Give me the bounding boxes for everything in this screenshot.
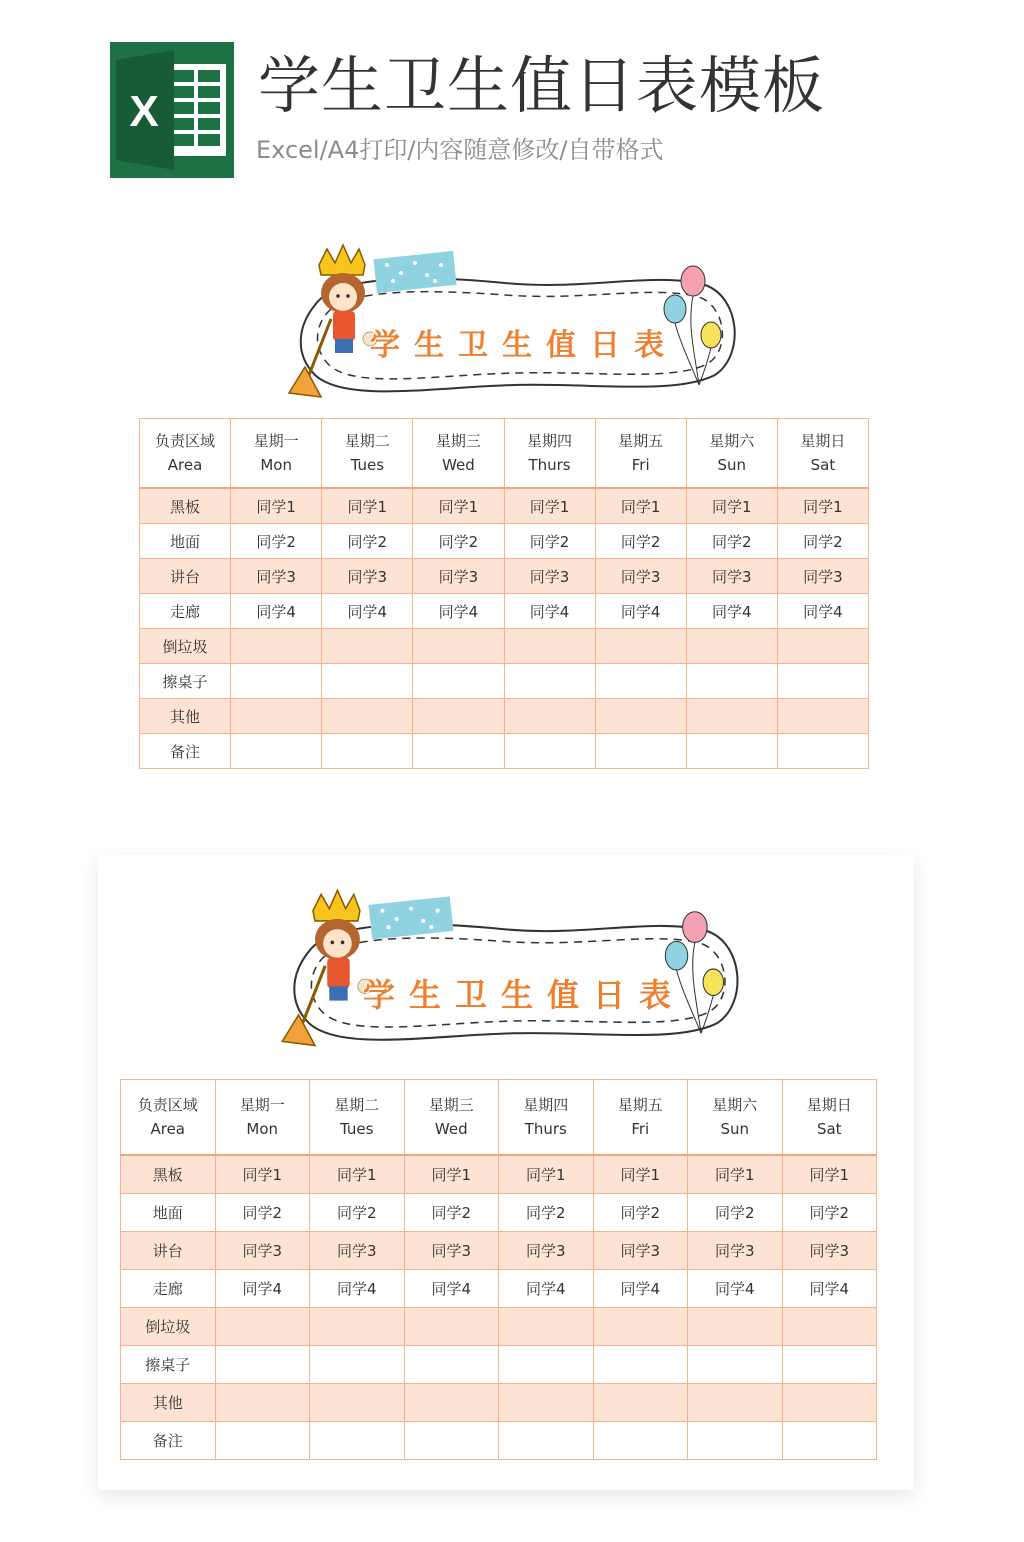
column-header: 星期二 Tues	[322, 419, 413, 489]
area-cell: 倒垃圾	[140, 629, 231, 664]
duty-cell	[688, 1384, 783, 1422]
area-cell: 讲台	[140, 559, 231, 594]
duty-cell	[499, 1308, 594, 1346]
duty-cell	[688, 1422, 783, 1460]
duty-cell	[504, 734, 595, 769]
table-row	[140, 488, 869, 524]
duty-cell	[404, 1346, 499, 1384]
duty-cell: 同学3	[215, 1232, 310, 1270]
duty-cell: 同学1	[404, 1155, 499, 1194]
area-cell: 走廊	[140, 594, 231, 629]
duty-cell	[593, 1346, 688, 1384]
duty-cell	[595, 699, 686, 734]
duty-cell: 同学4	[504, 594, 595, 629]
duty-cell: 同学1	[322, 488, 413, 524]
column-header: 星期五 Fri	[593, 1080, 688, 1156]
column-header: 星期一 Mon	[231, 419, 322, 489]
banner-title: 学生卫生值日表	[370, 328, 678, 363]
page-subtitle: Excel/A4打印/内容随意修改/自带格式	[256, 136, 664, 164]
duty-cell: 同学4	[593, 1270, 688, 1308]
duty-cell: 同学3	[595, 559, 686, 594]
duty-cell: 同学1	[593, 1155, 688, 1194]
duty-cell	[231, 734, 322, 769]
column-header: 星期一 Mon	[215, 1080, 310, 1156]
duty-cell: 同学1	[504, 488, 595, 524]
duty-cell: 同学3	[504, 559, 595, 594]
duty-table	[120, 1079, 877, 1460]
duty-cell	[215, 1308, 310, 1346]
duty-cell	[593, 1308, 688, 1346]
table-row	[121, 1232, 877, 1270]
table-row	[140, 699, 869, 734]
excel-logo-icon	[108, 40, 236, 180]
duty-cell	[310, 1422, 405, 1460]
duty-cell: 同学4	[404, 1270, 499, 1308]
column-header: 星期五 Fri	[595, 419, 686, 489]
column-header: 星期六 Sun	[688, 1080, 783, 1156]
crown-icon	[319, 245, 365, 275]
duty-cell	[686, 664, 777, 699]
duty-cell: 同学4	[231, 594, 322, 629]
duty-cell	[322, 629, 413, 664]
area-cell: 讲台	[121, 1232, 216, 1270]
duty-cell	[404, 1384, 499, 1422]
table-row	[121, 1155, 877, 1194]
table-row	[140, 559, 869, 594]
duty-cell: 同学1	[777, 488, 868, 524]
duty-cell: 同学3	[322, 559, 413, 594]
duty-cell	[322, 699, 413, 734]
duty-cell	[413, 734, 504, 769]
duty-cell: 同学3	[413, 559, 504, 594]
duty-cell: 同学4	[686, 594, 777, 629]
duty-cell	[413, 629, 504, 664]
duty-cell: 同学1	[595, 488, 686, 524]
area-cell: 地面	[140, 524, 231, 559]
duty-cell: 同学2	[777, 524, 868, 559]
duty-cell	[686, 734, 777, 769]
table-row	[121, 1194, 877, 1232]
duty-cell: 同学4	[688, 1270, 783, 1308]
duty-cell	[777, 629, 868, 664]
duty-cell	[595, 734, 686, 769]
duty-cell: 同学3	[777, 559, 868, 594]
duty-cell: 同学1	[688, 1155, 783, 1194]
table-body	[121, 1155, 877, 1460]
duty-cell: 同学3	[231, 559, 322, 594]
column-header: 星期二 Tues	[310, 1080, 405, 1156]
duty-cell	[499, 1384, 594, 1422]
duty-cell: 同学2	[688, 1194, 783, 1232]
duty-cell	[413, 699, 504, 734]
duty-cell: 同学2	[231, 524, 322, 559]
column-header: 星期六 Sun	[686, 419, 777, 489]
sheet-preview-2	[98, 855, 914, 1490]
duty-cell	[231, 664, 322, 699]
duty-cell: 同学3	[499, 1232, 594, 1270]
duty-cell: 同学1	[215, 1155, 310, 1194]
duty-cell	[413, 664, 504, 699]
duty-cell: 同学4	[322, 594, 413, 629]
column-header: 星期日 Sat	[777, 419, 868, 489]
table-row	[140, 664, 869, 699]
duty-cell	[782, 1422, 877, 1460]
svg-text:X: X	[129, 87, 159, 136]
area-cell: 走廊	[121, 1270, 216, 1308]
column-header: 星期四 Thurs	[499, 1080, 594, 1156]
duty-cell	[504, 664, 595, 699]
duty-cell: 同学2	[595, 524, 686, 559]
table-row	[140, 594, 869, 629]
duty-cell: 同学1	[499, 1155, 594, 1194]
duty-cell	[504, 629, 595, 664]
duty-cell: 同学1	[310, 1155, 405, 1194]
column-header: 负责区域 Area	[121, 1080, 216, 1156]
duty-cell: 同学4	[413, 594, 504, 629]
duty-cell	[499, 1422, 594, 1460]
duty-cell: 同学4	[499, 1270, 594, 1308]
duty-cell	[310, 1346, 405, 1384]
duty-cell: 同学4	[782, 1270, 877, 1308]
duty-cell	[593, 1422, 688, 1460]
duty-cell	[686, 629, 777, 664]
area-cell: 其他	[140, 699, 231, 734]
column-header: 星期日 Sat	[782, 1080, 877, 1156]
duty-cell	[322, 664, 413, 699]
area-cell: 黑板	[140, 488, 231, 524]
duty-cell	[686, 699, 777, 734]
area-cell: 地面	[121, 1194, 216, 1232]
table-row	[121, 1346, 877, 1384]
duty-cell	[322, 734, 413, 769]
duty-cell	[231, 629, 322, 664]
column-header: 负责区域 Area	[140, 419, 231, 489]
duty-cell	[595, 664, 686, 699]
duty-cell	[593, 1384, 688, 1422]
duty-cell	[782, 1308, 877, 1346]
duty-cell: 同学2	[322, 524, 413, 559]
duty-cell: 同学1	[686, 488, 777, 524]
page-title: 学生卫生值日表模板	[258, 49, 826, 122]
table-row	[121, 1270, 877, 1308]
duty-cell: 同学2	[413, 524, 504, 559]
duty-cell	[777, 664, 868, 699]
duty-cell	[595, 629, 686, 664]
duty-cell: 同学2	[215, 1194, 310, 1232]
column-header: 星期四 Thurs	[504, 419, 595, 489]
table-body	[140, 488, 869, 769]
duty-cell	[782, 1346, 877, 1384]
area-cell: 擦桌子	[121, 1346, 216, 1384]
duty-cell	[499, 1346, 594, 1384]
duty-cell: 同学3	[686, 559, 777, 594]
area-cell: 其他	[121, 1384, 216, 1422]
duty-cell: 同学4	[215, 1270, 310, 1308]
area-cell: 备注	[140, 734, 231, 769]
duty-cell: 同学4	[595, 594, 686, 629]
area-cell: 黑板	[121, 1155, 216, 1194]
duty-cell: 同学3	[593, 1232, 688, 1270]
duty-cell	[504, 699, 595, 734]
duty-cell: 同学4	[310, 1270, 405, 1308]
duty-cell: 同学3	[404, 1232, 499, 1270]
table-row	[121, 1308, 877, 1346]
duty-cell	[215, 1422, 310, 1460]
duty-cell: 同学2	[593, 1194, 688, 1232]
duty-cell: 同学3	[782, 1232, 877, 1270]
banner-title: 学生卫生值日表	[363, 976, 686, 1014]
duty-cell: 同学2	[499, 1194, 594, 1232]
duty-cell: 同学2	[782, 1194, 877, 1232]
table-row	[140, 629, 869, 664]
duty-cell: 同学1	[231, 488, 322, 524]
banner	[268, 877, 748, 1067]
duty-cell	[777, 699, 868, 734]
banner	[275, 235, 745, 415]
duty-cell	[310, 1384, 405, 1422]
duty-cell	[404, 1422, 499, 1460]
duty-cell: 同学2	[310, 1194, 405, 1232]
duty-cell: 同学2	[504, 524, 595, 559]
column-header: 星期三 Wed	[404, 1080, 499, 1156]
duty-cell: 同学4	[777, 594, 868, 629]
duty-cell	[688, 1308, 783, 1346]
duty-cell	[231, 699, 322, 734]
duty-cell: 同学2	[686, 524, 777, 559]
area-cell: 擦桌子	[140, 664, 231, 699]
duty-cell: 同学3	[688, 1232, 783, 1270]
column-header: 星期三 Wed	[413, 419, 504, 489]
duty-cell	[782, 1384, 877, 1422]
area-cell: 倒垃圾	[121, 1308, 216, 1346]
duty-cell	[404, 1308, 499, 1346]
duty-cell	[777, 734, 868, 769]
duty-cell: 同学3	[310, 1232, 405, 1270]
duty-cell: 同学1	[413, 488, 504, 524]
duty-cell: 同学2	[404, 1194, 499, 1232]
table-row	[121, 1422, 877, 1460]
table-row	[140, 734, 869, 769]
duty-cell	[310, 1308, 405, 1346]
duty-cell	[215, 1346, 310, 1384]
table-row	[121, 1384, 877, 1422]
duty-table	[139, 418, 869, 769]
table-row	[140, 524, 869, 559]
duty-cell	[688, 1346, 783, 1384]
sheet-preview-1	[120, 225, 890, 785]
duty-cell: 同学1	[782, 1155, 877, 1194]
duty-cell	[215, 1384, 310, 1422]
crown-icon	[313, 890, 360, 921]
area-cell: 备注	[121, 1422, 216, 1460]
